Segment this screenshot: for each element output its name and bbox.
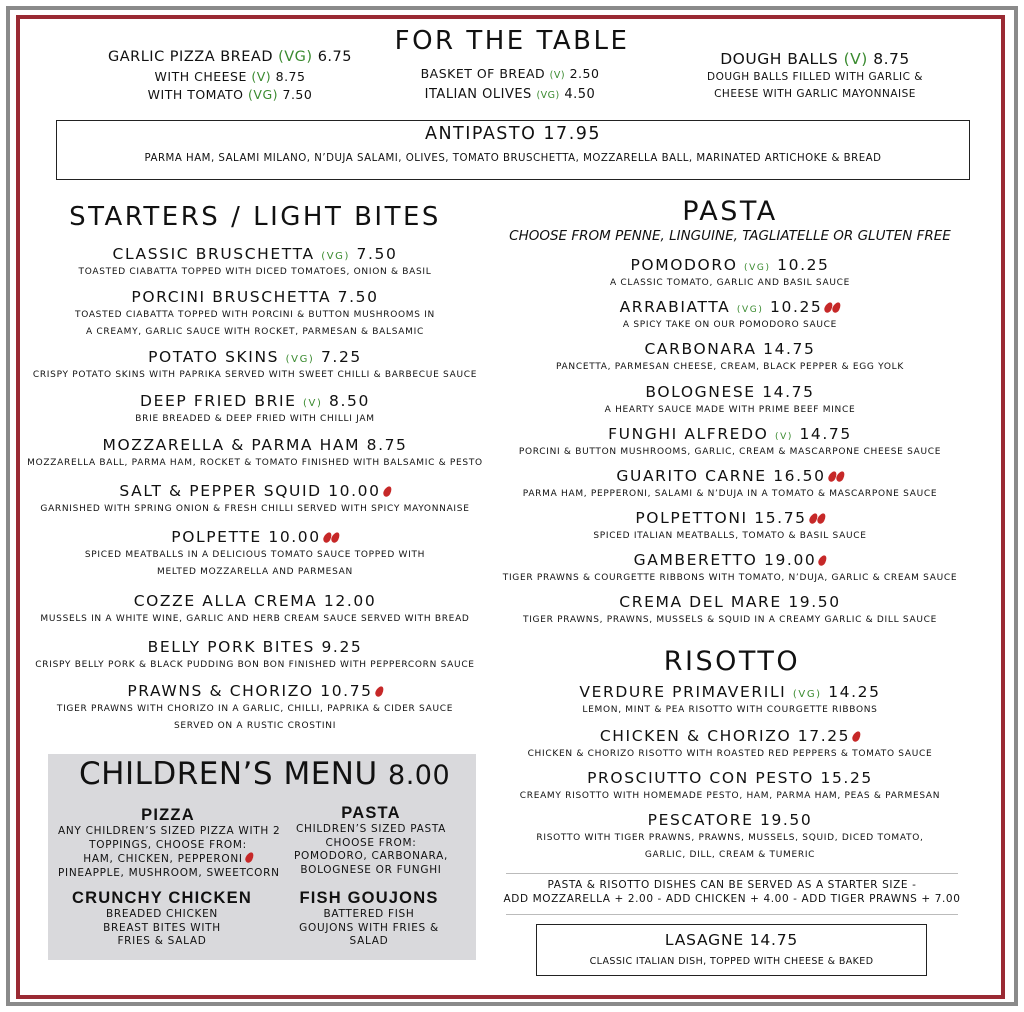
dish-description: CRISPY POTATO SKINS WITH PAPRIKA SERVED WITH SWEET CHILLI & BARBECUE SAUCE	[32, 370, 478, 380]
childrens-menu-label: CHILDREN’S MENU	[79, 756, 378, 792]
olives-item	[360, 87, 660, 102]
dish-name: POTATO SKINS	[148, 348, 280, 366]
with-cheese-item	[80, 69, 380, 84]
dish-description: MOZZARELLA BALL, PARMA HAM, ROCKET & TOMATO FINISHED WITH BALSAMIC & PESTO	[27, 458, 483, 468]
for-the-table-title: FOR THE TABLE	[394, 26, 630, 56]
pasta-subtitle: CHOOSE FROM PENNE, LINGUINE, TAGLIATELLE OR GLUTEN FREE	[509, 228, 951, 244]
dish-description: TOASTED CIABATTA TOPPED WITH PORCINI & BUTTON MUSHROOMS IN	[75, 310, 435, 320]
kids-pizza	[58, 806, 281, 880]
dough-balls-name: DOUGH BALLS	[720, 50, 839, 68]
menu-item-name	[480, 811, 980, 829]
dish-name: GUARITO CARNE 16.50	[616, 467, 826, 485]
lasagne-box	[536, 924, 927, 976]
dish-description: TIGER PRAWNS, PRAWNS, MUSSELS & SQUID IN A CREAMY GARLIC & DILL SAUCE	[523, 615, 937, 625]
kids-chicken-line: FRIES & SALAD	[117, 935, 207, 947]
dish-name: ARRABIATTA	[619, 298, 731, 316]
olives-price: 4.50	[564, 87, 596, 102]
dish-price: 14.75	[799, 425, 852, 443]
with-tomato-item	[80, 87, 380, 102]
dish-description: RISOTTO WITH TIGER PRAWNS, PRAWNS, MUSSELS, SQUID, DICED TOMATO,	[536, 833, 924, 843]
dish-description: A CREAMY, GARLIC SAUCE WITH ROCKET, PARMESAN & BALSAMIC	[86, 327, 424, 337]
menu-item-name	[480, 509, 980, 527]
menu-item-name	[20, 348, 490, 366]
dish-name: PORCINI BRUSCHETTA 7.50	[131, 288, 379, 306]
dish-name: CHICKEN & CHORIZO 17.25	[599, 727, 851, 745]
kids-pasta-line: BOLOGNESE OR FUNGHI	[300, 863, 442, 876]
kids-pasta-title: PASTA	[341, 804, 401, 822]
kids-goujons-line: BATTERED FISH	[323, 908, 415, 920]
lasagne-title: LASAGNE 14.75	[664, 931, 799, 949]
with-tomato-name: WITH TOMATO	[147, 87, 244, 102]
kids-pizza-line: ANY CHILDREN’S SIZED PIZZA WITH 2	[58, 825, 281, 837]
antipasto-desc: PARMA HAM, SALAMI MILANO, N’DUJA SALAMI, OLIVES, TOMATO BRUSCHETTA, MOZZARELLA BALL, MARINATED ARTICHOKE & BREAD	[144, 153, 882, 164]
dish-name: PROSCIUTTO CON PESTO 15.25	[587, 769, 873, 787]
menu-item-name	[480, 425, 980, 443]
kids-pizza-line: HAM, CHICKEN, PEPPERONI	[83, 853, 243, 865]
dish-description: CHICKEN & CHORIZO RISOTTO WITH ROASTED RED PEPPERS & TOMATO SAUCE	[527, 749, 933, 759]
menu-item-name	[20, 682, 490, 700]
menu-item-name	[20, 592, 490, 610]
dish-description: PORCINI & BUTTON MUSHROOMS, GARLIC, CREAM & MASCARPONE CHEESE SAUCE	[518, 447, 942, 457]
vegetarian-tag: (V)	[843, 50, 868, 68]
dish-name: BOLOGNESE 14.75	[645, 383, 815, 401]
diet-tag: (VG)	[736, 305, 764, 315]
menu-item-name	[480, 683, 980, 701]
antipasto-title: ANTIPASTO 17.95	[424, 124, 602, 144]
dish-description: PARMA HAM, PEPPERONI, SALAMI & N’DUJA IN A TOMATO & MASCARPONE SAUCE	[522, 489, 938, 499]
with-cheese-price: 8.75	[275, 69, 306, 84]
dish-name: POMODORO	[630, 256, 738, 274]
dish-description: A HEARTY SAUCE MADE WITH PRIME BEEF MINCE	[604, 405, 856, 415]
chilli-icon	[373, 685, 384, 698]
vegetarian-tag: (V)	[251, 69, 272, 84]
menu-item-name	[20, 482, 490, 500]
childrens-menu-panel	[48, 754, 476, 960]
vegetarian-tag: (V)	[549, 70, 566, 81]
diet-tag: (VG)	[744, 263, 771, 273]
menu-item-name	[20, 245, 490, 263]
dish-price: 14.25	[828, 683, 881, 701]
dish-price: 8.50	[329, 392, 370, 410]
menu-item-name	[480, 383, 980, 401]
menu-item-name	[20, 288, 490, 306]
dish-name: VERDURE PRIMAVERILI	[579, 683, 787, 701]
dish-price: 10.25	[770, 298, 823, 316]
dish-name: POLPETTONI 15.75	[635, 509, 807, 527]
menu-item-name	[480, 467, 980, 485]
dish-description: A SPICY TAKE ON OUR POMODORO SAUCE	[622, 320, 838, 330]
garlic-bread-item	[80, 49, 380, 65]
dish-name: PRAWNS & CHORIZO 10.75	[127, 682, 373, 700]
kids-pizza-title: PIZZA	[141, 806, 195, 824]
with-tomato-price: 7.50	[282, 87, 313, 102]
dish-description: CREAMY RISOTTO WITH HOMEMADE PESTO, HAM, PARMA HAM, PEAS & PARMESAN	[519, 791, 941, 801]
dish-name: FUNGHI ALFREDO	[608, 425, 769, 443]
dish-name: CLASSIC BRUSCHETTA	[112, 245, 315, 263]
chilli-icon	[831, 301, 842, 314]
dish-description: LEMON, MINT & PEA RISOTTO WITH COURGETTE RIBBONS	[582, 705, 878, 715]
dish-name: DEEP FRIED BRIE	[140, 392, 297, 410]
lasagne-desc: CLASSIC ITALIAN DISH, TOPPED WITH CHEESE & BAKED	[589, 956, 874, 967]
menu-item-name	[480, 298, 980, 316]
dish-description: PANCETTA, PARMESAN CHEESE, CREAM, BLACK PEPPER & EGG YOLK	[556, 362, 904, 372]
dish-name: MOZZARELLA & PARMA HAM 8.75	[102, 436, 408, 454]
vegan-tag: (VG)	[248, 87, 279, 102]
dish-description: MUSSELS IN A WHITE WINE, GARLIC AND HERB CREAM SAUCE SERVED WITH BREAD	[40, 614, 470, 624]
menu-item-name	[480, 256, 980, 274]
menu-item-name	[480, 340, 980, 358]
garlic-bread-name: GARLIC PIZZA BREAD	[107, 49, 273, 65]
kids-pizza-line: TOPPINGS, CHOOSE FROM:	[89, 838, 247, 851]
diet-tag: (V)	[774, 432, 793, 442]
menu-item-name	[20, 638, 490, 656]
dish-name: BELLY PORK BITES 9.25	[147, 638, 363, 656]
menu-item-name	[20, 392, 490, 410]
starters-title: STARTERS / LIGHT BITES	[69, 202, 441, 232]
dish-name: POLPETTE 10.00	[171, 528, 321, 546]
kids-pasta-line: CHOOSE FROM:	[325, 836, 417, 849]
dough-balls-item	[665, 50, 965, 68]
dish-description: MELTED MOZZARELLA AND PARMESAN	[157, 567, 353, 577]
chilli-icon	[244, 851, 255, 864]
divider	[506, 914, 958, 915]
dough-balls-desc-2: CHEESE WITH GARLIC MAYONNAISE	[714, 88, 916, 100]
kids-chicken-line: BREADED CHICKEN	[106, 908, 218, 920]
starter-size-note-2: ADD MOZZARELLA + 2.00 - ADD CHICKEN + 4.00 - ADD TIGER PRAWNS + 7.00	[503, 893, 961, 905]
dish-price: 7.50	[356, 245, 398, 263]
dough-balls-price: 8.75	[873, 50, 910, 68]
garlic-bread-price: 6.75	[317, 49, 352, 65]
dish-description: CRISPY BELLY PORK & BLACK PUDDING BON BON FINISHED WITH PEPPERCORN SAUCE	[35, 660, 475, 670]
menu-item-name	[480, 727, 980, 745]
childrens-menu-title	[79, 756, 450, 792]
kids-goujons	[260, 889, 478, 949]
risotto-title: RISOTTO	[663, 646, 801, 677]
basket-name: BASKET OF BREAD	[420, 66, 546, 81]
dish-name: CARBONARA 14.75	[644, 340, 816, 358]
chilli-icon	[817, 554, 828, 567]
dish-description: A CLASSIC TOMATO, GARLIC AND BASIL SAUCE	[609, 278, 851, 288]
dish-name: COZZE ALLA CREMA 12.00	[133, 592, 377, 610]
antipasto-box	[56, 120, 970, 180]
dish-name: CREMA DEL MARE 19.50	[619, 593, 841, 611]
dish-name: SALT & PEPPER SQUID 10.00	[119, 482, 381, 500]
basket-item	[360, 66, 660, 81]
chilli-icon	[851, 730, 862, 743]
chilli-icon	[381, 485, 392, 498]
kids-goujons-line: GOUJONS WITH FRIES &	[299, 921, 439, 934]
dish-description: BRIE BREADED & DEEP FRIED WITH CHILLI JAM	[135, 414, 375, 424]
starter-size-note-1: PASTA & RISOTTO DISHES CAN BE SERVED AS A STARTER SIZE -	[547, 879, 917, 891]
dish-description: GARLIC, DILL, CREAM & TUMERIC	[644, 850, 816, 860]
dish-description: SERVED ON A RUSTIC CROSTINI	[173, 721, 337, 731]
kids-goujons-line: SALAD	[349, 935, 389, 947]
vegan-tag: (VG)	[278, 49, 313, 65]
dish-price: 7.25	[320, 348, 362, 366]
menu-item-name	[480, 769, 980, 787]
menu-item-name	[20, 436, 490, 454]
diet-tag: (V)	[303, 398, 323, 409]
divider	[506, 873, 958, 874]
with-cheese-name: WITH CHEESE	[154, 69, 247, 84]
kids-pasta	[260, 804, 482, 877]
dish-description: GARNISHED WITH SPRING ONION & FRESH CHILLI SERVED WITH SPICY MAYONNAISE	[40, 504, 470, 514]
dish-name: GAMBERETTO 19.00	[633, 551, 817, 569]
basket-price: 2.50	[569, 66, 600, 81]
diet-tag: (VG)	[792, 689, 822, 700]
menu-item-name	[20, 528, 490, 546]
dough-balls-desc-1: DOUGH BALLS FILLED WITH GARLIC &	[707, 71, 923, 83]
dish-description: SPICED MEATBALLS IN A DELICIOUS TOMATO SAUCE TOPPED WITH	[84, 550, 426, 560]
kids-chicken	[48, 889, 276, 949]
dish-price: 10.25	[777, 256, 830, 274]
kids-chicken-title: CRUNCHY CHICKEN	[72, 889, 252, 907]
pasta-title: PASTA	[682, 196, 778, 227]
menu-item-name	[480, 551, 980, 569]
kids-pasta-line: CHILDREN’S SIZED PASTA	[295, 823, 447, 835]
dish-name: PESCATORE 19.50	[647, 811, 813, 829]
kids-chicken-line: BREAST BITES WITH	[103, 921, 221, 934]
dish-description: SPICED ITALIAN MEATBALLS, TOMATO & BASIL SAUCE	[593, 531, 867, 541]
diet-tag: (VG)	[321, 251, 350, 262]
dish-description: TOASTED CIABATTA TOPPED WITH DICED TOMATOES, ONION & BASIL	[78, 267, 432, 277]
diet-tag: (VG)	[285, 354, 315, 365]
kids-goujons-title: FISH GOUJONS	[299, 889, 439, 907]
vegan-tag: (VG)	[536, 90, 560, 101]
dish-description: TIGER PRAWNS WITH CHORIZO IN A GARLIC, CHILLI, PAPRIKA & CIDER SAUCE	[56, 704, 454, 714]
childrens-menu-price: 8.00	[388, 760, 451, 791]
olives-name: ITALIAN OLIVES	[424, 87, 532, 102]
kids-pasta-line: POMODORO, CARBONARA,	[293, 850, 449, 862]
dish-description: TIGER PRAWNS & COURGETTE RIBBONS WITH TOMATO, N’DUJA, GARLIC & CREAM SAUCE	[502, 573, 958, 583]
menu-item-name	[480, 593, 980, 611]
kids-pizza-line: PINEAPPLE, MUSHROOM, SWEETCORN	[58, 866, 280, 879]
